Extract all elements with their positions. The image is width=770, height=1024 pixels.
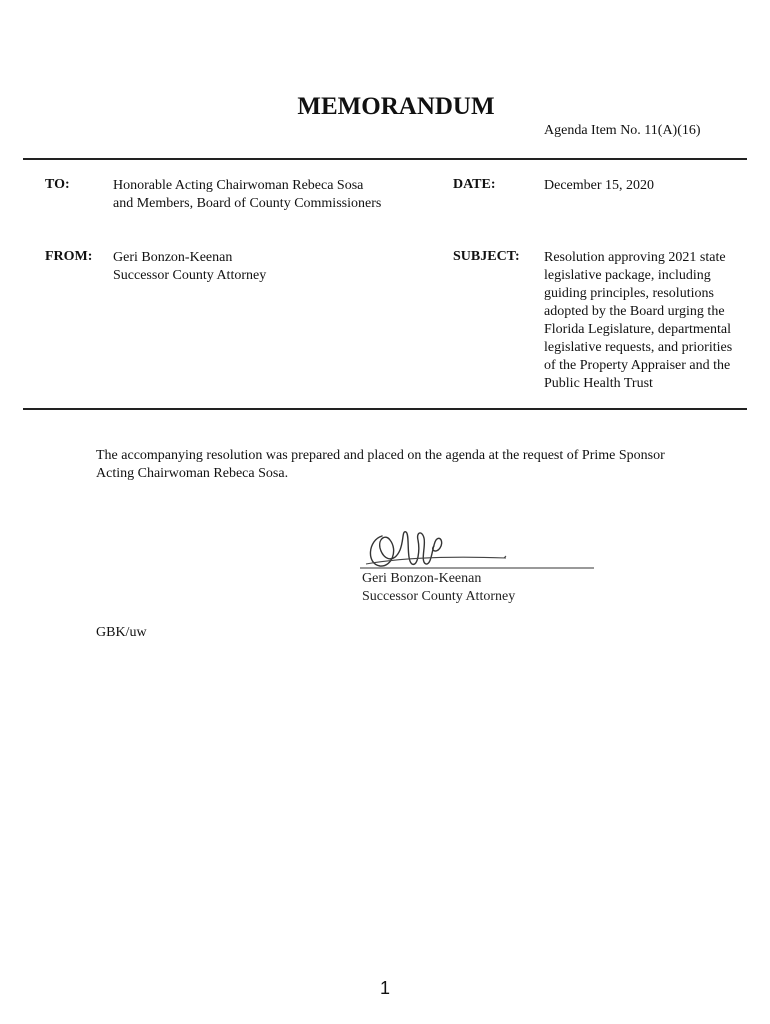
reference-initials: GBK/uw xyxy=(96,625,147,640)
signature-name-block xyxy=(362,570,515,606)
subject-line: adopted by the Board urging the xyxy=(544,304,725,319)
subject-line: Public Health Trust xyxy=(544,376,653,391)
page-number: 1 xyxy=(379,978,390,998)
subject-line: legislative package, including xyxy=(544,268,711,283)
body-line: Acting Chairwoman Rebeca Sosa. xyxy=(96,466,289,481)
memo-body xyxy=(96,447,736,483)
signatory-name: Geri Bonzon-Keenan xyxy=(362,571,482,586)
memo-title: MEMORANDUM xyxy=(297,93,495,120)
to-line: Honorable Acting Chairwoman Rebeca Sosa xyxy=(113,178,364,193)
subject-line: legislative requests, and priorities xyxy=(544,340,733,355)
subject-line: Resolution approving 2021 state xyxy=(544,250,726,265)
signatory-title: Successor County Attorney xyxy=(362,589,516,604)
date-label: DATE: xyxy=(453,177,496,192)
subject-line: of the Property Appraiser and the xyxy=(544,358,731,373)
body-line: The accompanying resolution was prepared and placed on the agenda at the request of Prime Sponsor xyxy=(96,448,665,463)
top-divider xyxy=(23,158,747,160)
from-sender xyxy=(113,249,433,285)
to-label: TO: xyxy=(45,177,70,192)
bottom-divider xyxy=(23,408,747,410)
subject-label: SUBJECT: xyxy=(453,249,520,264)
agenda-item-number: Agenda Item No. 11(A)(16) xyxy=(544,123,701,138)
from-label: FROM: xyxy=(45,249,93,264)
from-line: Successor County Attorney xyxy=(113,268,267,283)
subject-text xyxy=(544,249,754,393)
handwritten-signature xyxy=(360,520,600,576)
to-line: and Members, Board of County Commissioners xyxy=(113,196,382,211)
subject-line: Florida Legislature, departmental xyxy=(544,322,731,337)
to-recipients xyxy=(113,177,433,213)
date-value: December 15, 2020 xyxy=(544,178,655,193)
subject-line: guiding principles, resolutions xyxy=(544,286,714,301)
from-line: Geri Bonzon-Keenan xyxy=(113,250,233,265)
